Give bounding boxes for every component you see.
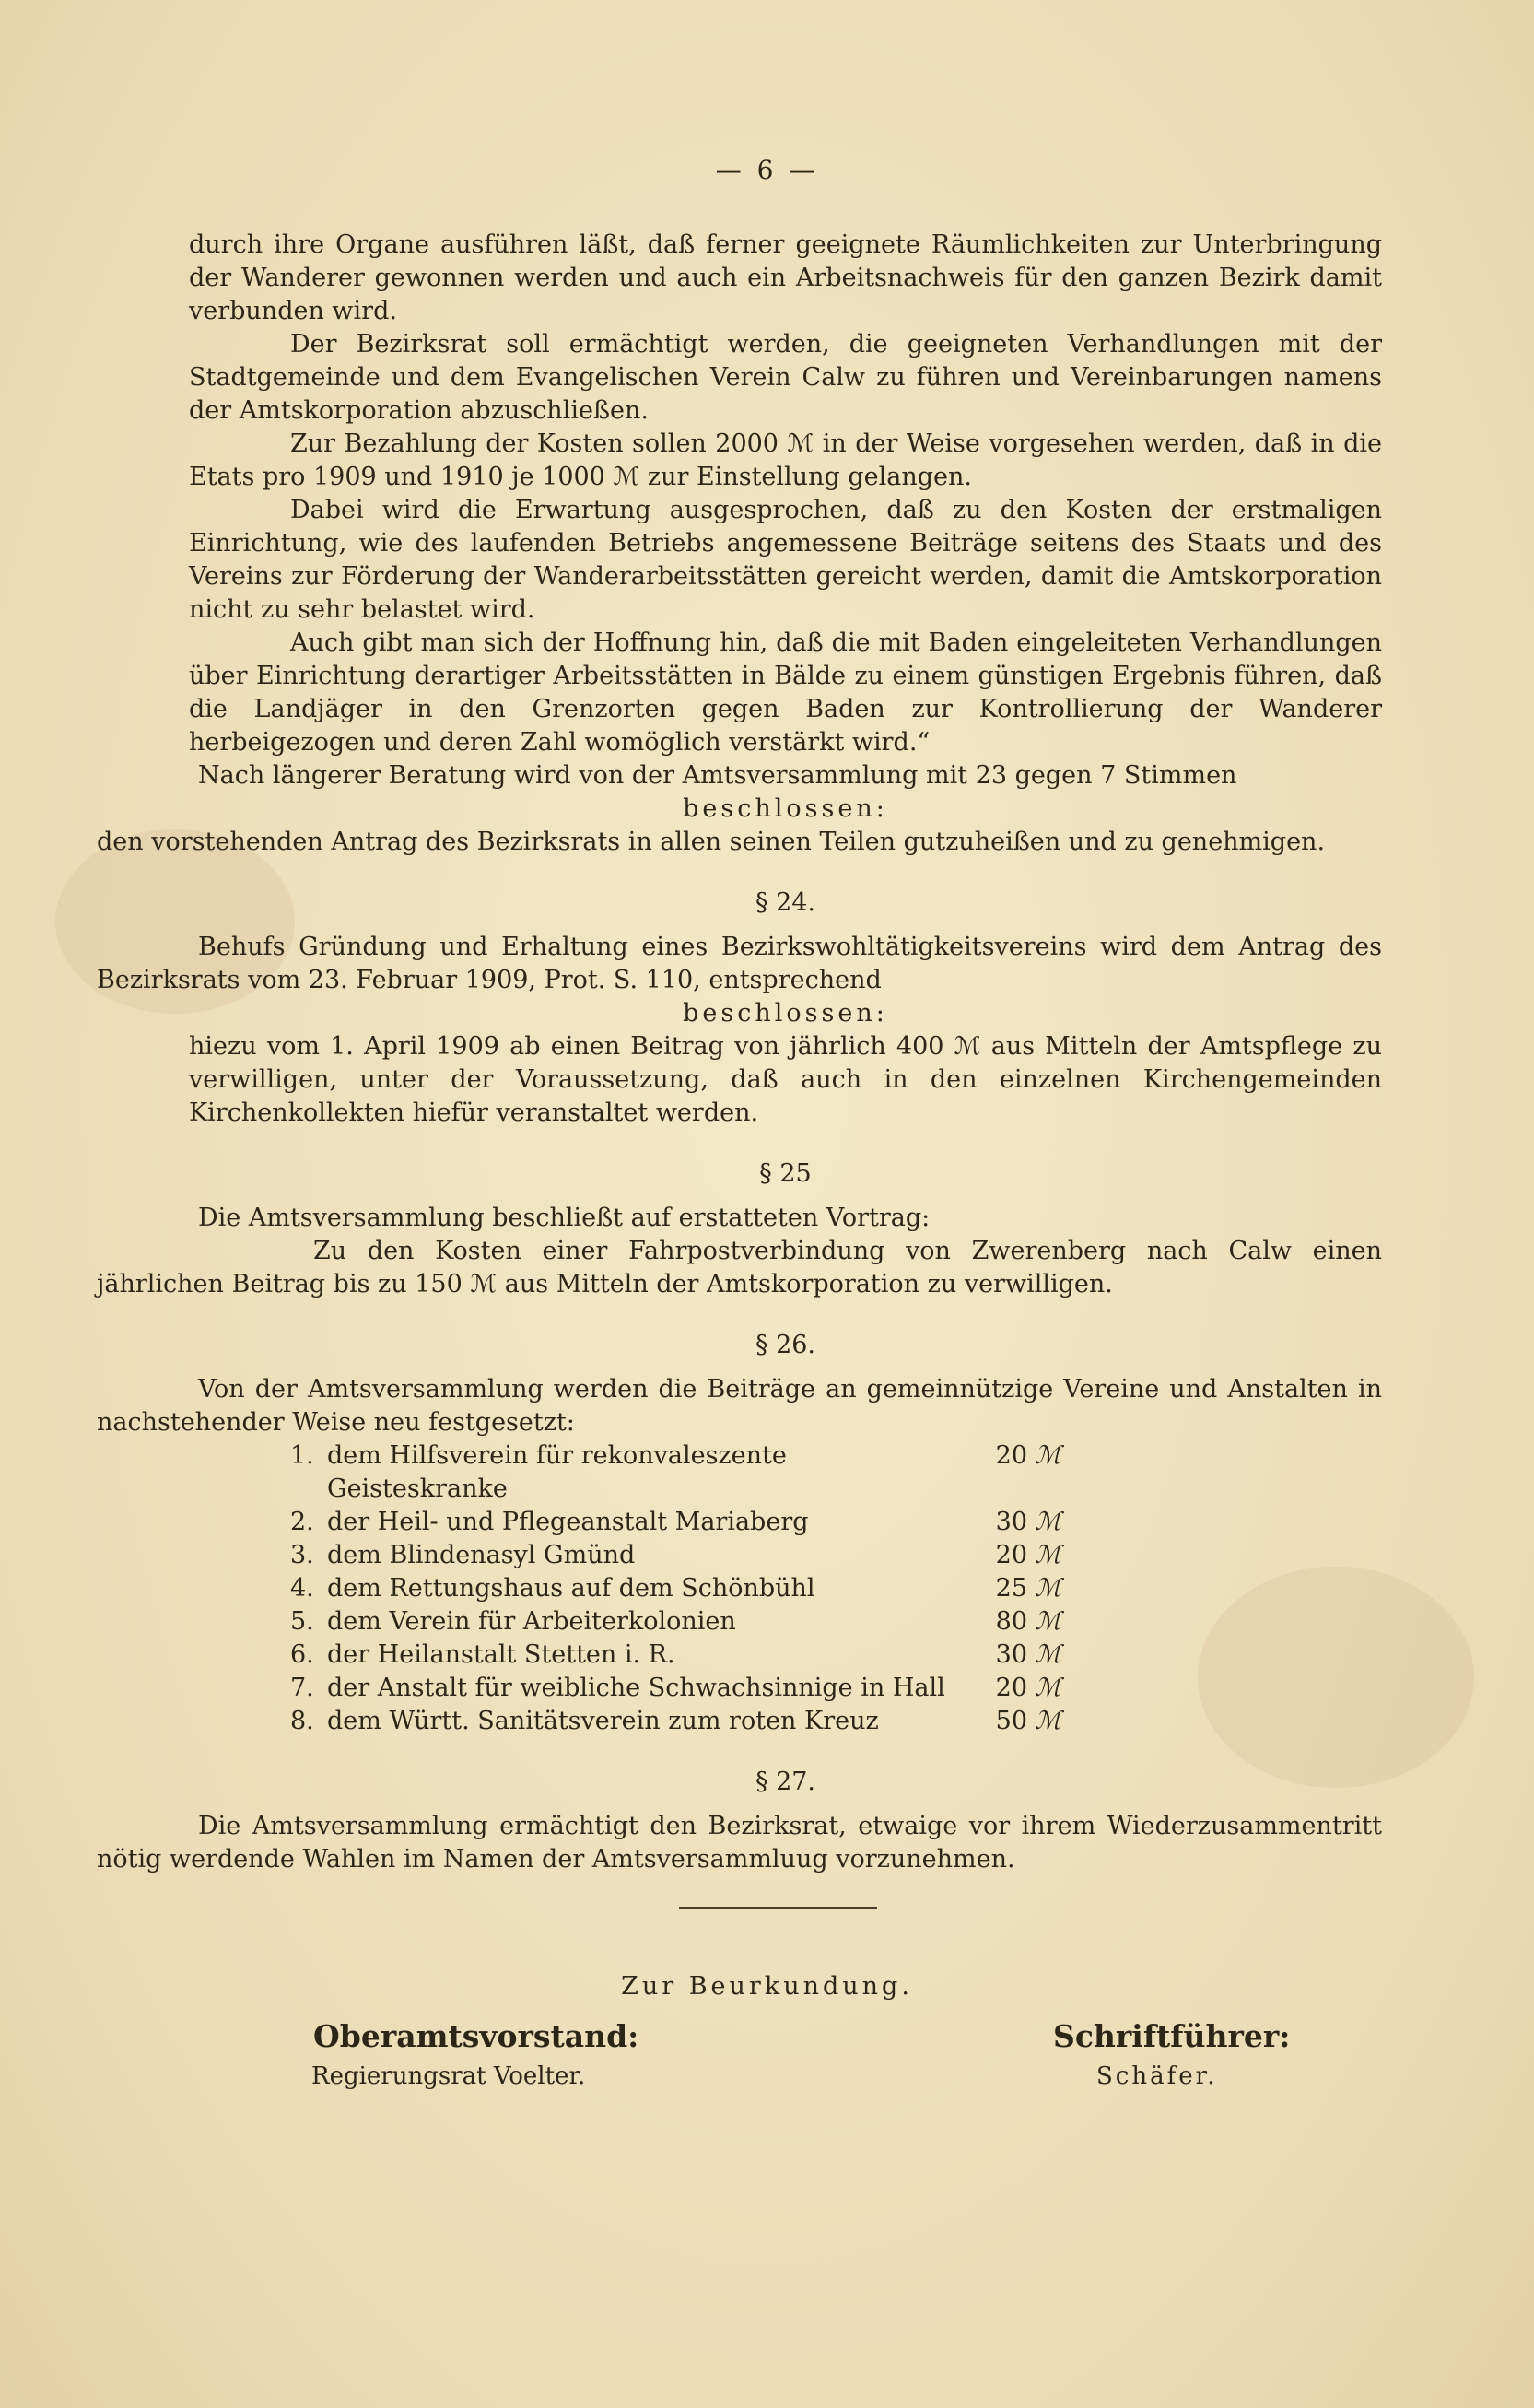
item-text: dem Württ. Sanitätsverein zum roten Kreuz (327, 1707, 879, 1735)
item-amount: 50 (995, 1707, 1027, 1735)
list-item (290, 1572, 1119, 1605)
signature-left-title: Oberamtsvorstand: (313, 2018, 639, 2054)
item-amount: 80 (995, 1607, 1027, 1636)
resolution-text-1: den vorstehenden Antrag des Bezirksrats in allen seinen Teilen gutzuheißen und zu genehmigen. (97, 828, 1326, 856)
item-currency: ℳ (1035, 1707, 1061, 1735)
section-25-intro: Die Amtsversammlung beschließt auf erstatteten Vortrag: (198, 1204, 931, 1232)
section-24-text: hiezu vom 1. April 1909 ab einen Beitrag von jährlich 400 ℳ aus Mitteln der Amtspflege zu verwilligen, unter der Voraussetzung, daß auch in den einzelnen Kirchengemeinden Kirchenkollekten hiefür veranstaltet werden. (189, 1032, 1382, 1127)
item-number: 8. (290, 1707, 314, 1735)
contributions-list (97, 1439, 1382, 1738)
list-item (290, 1539, 1119, 1572)
paragraph-5: Auch gibt man sich der Hoffnung hin, daß die mit Baden eingeleiteten Verhandlungen über Einrichtung derartiger Arbeitsstätten in Bälde zu einem günstigen Ergebnis führen, daß die Landjäger in den Grenzorten gegen Baden zur Kontrollierung der Wanderer herbeigezogen und deren Zahl womöglich verstärkt wird.“ (189, 628, 1382, 757)
list-item (290, 1639, 1119, 1672)
paragraph-4: Dabei wird die Erwartung ausgesprochen, daß zu den Kosten der erstmaligen Einrichtung, wie des laufenden Betriebs angemessene Beiträge seitens des Staats und des Vereins zur Förderung der Wanderarbeitsstätten gereicht werden, damit die Amtskorporation nicht zu sehr belastet wird. (189, 496, 1382, 624)
item-amount: 20 (995, 1674, 1027, 1702)
list-item (290, 1672, 1119, 1705)
item-number: 3. (290, 1541, 314, 1569)
section-26-intro: Von der Amtsversammlung werden die Beiträge an gemeinnützige Vereine und Anstalten in nachstehender Weise neu festgesetzt: (97, 1375, 1382, 1437)
section-27-heading: § 27. (755, 1768, 816, 1796)
paragraph-2: Der Bezirksrat soll ermächtigt werden, die geeigneten Verhandlungen mit der Stadtgemeinde und dem Evangelischen Verein Calw zu führen und Vereinbarungen namens der Amtskorporation abzuschließen. (189, 330, 1382, 425)
section-25-text: Zu den Kosten einer Fahrpostverbindung von Zwerenberg nach Calw einen jährlichen Beitrag bis zu 150 ℳ aus Mitteln der Amtskorporation zu verwilligen. (97, 1237, 1382, 1298)
item-currency: ℳ (1035, 1441, 1061, 1470)
item-currency: ℳ (1035, 1541, 1061, 1569)
item-text: dem Blindenasyl Gmünd (327, 1541, 636, 1569)
item-number: 7. (290, 1674, 314, 1702)
signature-left-name: Regierungsrat Voelter. (311, 2062, 586, 2090)
item-number: 4. (290, 1574, 314, 1603)
section-26-heading: § 26. (755, 1331, 816, 1359)
item-currency: ℳ (1035, 1508, 1061, 1536)
list-item (290, 1705, 1119, 1738)
item-number: 2. (290, 1508, 314, 1536)
item-amount: 20 (995, 1541, 1027, 1569)
resolved-label-1: beschlossen: (683, 794, 888, 823)
item-amount: 30 (995, 1640, 1027, 1669)
attestation: Zur Beurkundung. (621, 1972, 913, 2001)
item-number: 6. (290, 1640, 314, 1669)
paragraph-6: Nach längerer Beratung wird von der Amtsversammlung mit 23 gegen 7 Stimmen (198, 761, 1237, 790)
item-currency: ℳ (1035, 1607, 1061, 1636)
paragraph-3: Zur Bezahlung der Kosten sollen 2000 ℳ in der Weise vorgesehen werden, daß in die Etats pro 1909 und 1910 je 1000 ℳ zur Einstellung gelangen. (189, 429, 1382, 491)
item-text: dem Hilfsverein für rekonvaleszente Geisteskranke (327, 1441, 787, 1503)
item-amount: 20 (995, 1441, 1027, 1470)
item-text: der Heilanstalt Stetten i. R. (327, 1640, 675, 1669)
item-text: dem Rettungshaus auf dem Schönbühl (327, 1574, 815, 1603)
item-amount: 25 (995, 1574, 1027, 1603)
list-item (290, 1439, 1119, 1506)
paragraph-1: durch ihre Organe ausführen läßt, daß ferner geeignete Räumlichkeiten zur Unterbringung der Wanderer gewonnen werden und auch ein Arbeitsnachweis für den ganzen Bezirk damit verbunden wird. (189, 230, 1382, 325)
item-amount: 30 (995, 1508, 1027, 1536)
item-number: 1. (290, 1441, 314, 1470)
item-text: der Anstalt für weibliche Schwachsinnige in Hall (327, 1674, 945, 1702)
section-27-text: Die Amtsversammlung ermächtigt den Bezirksrat, etwaige vor ihrem Wiederzusammentritt nötig werdende Wahlen im Namen der Amtsversammluug vorzunehmen. (97, 1812, 1382, 1874)
item-currency: ℳ (1035, 1674, 1061, 1702)
signature-right-name: Schäfer. (1096, 2062, 1218, 2090)
section-24-heading: § 24. (755, 888, 816, 917)
list-item (290, 1506, 1119, 1539)
item-currency: ℳ (1035, 1574, 1061, 1603)
section-24-intro: Behufs Gründung und Erhaltung eines Bezirkswohltätigkeitsvereins wird dem Antrag des Bezirksrats vom 23. Februar 1909, Prot. S. 110, entsprechend (97, 933, 1382, 994)
list-item (290, 1605, 1119, 1639)
document-body (97, 229, 1382, 1876)
page-number: — 6 — (715, 155, 819, 185)
section-24-resolved: beschlossen: (683, 999, 888, 1028)
divider-line (679, 1907, 877, 1909)
item-currency: ℳ (1035, 1640, 1061, 1669)
signature-right-title: Schriftführer: (1053, 2018, 1291, 2054)
item-text: dem Verein für Arbeiterkolonien (327, 1607, 736, 1636)
item-text: der Heil- und Pflegeanstalt Mariaberg (327, 1508, 809, 1536)
section-25-heading: § 25 (759, 1159, 812, 1188)
item-number: 5. (290, 1607, 314, 1636)
